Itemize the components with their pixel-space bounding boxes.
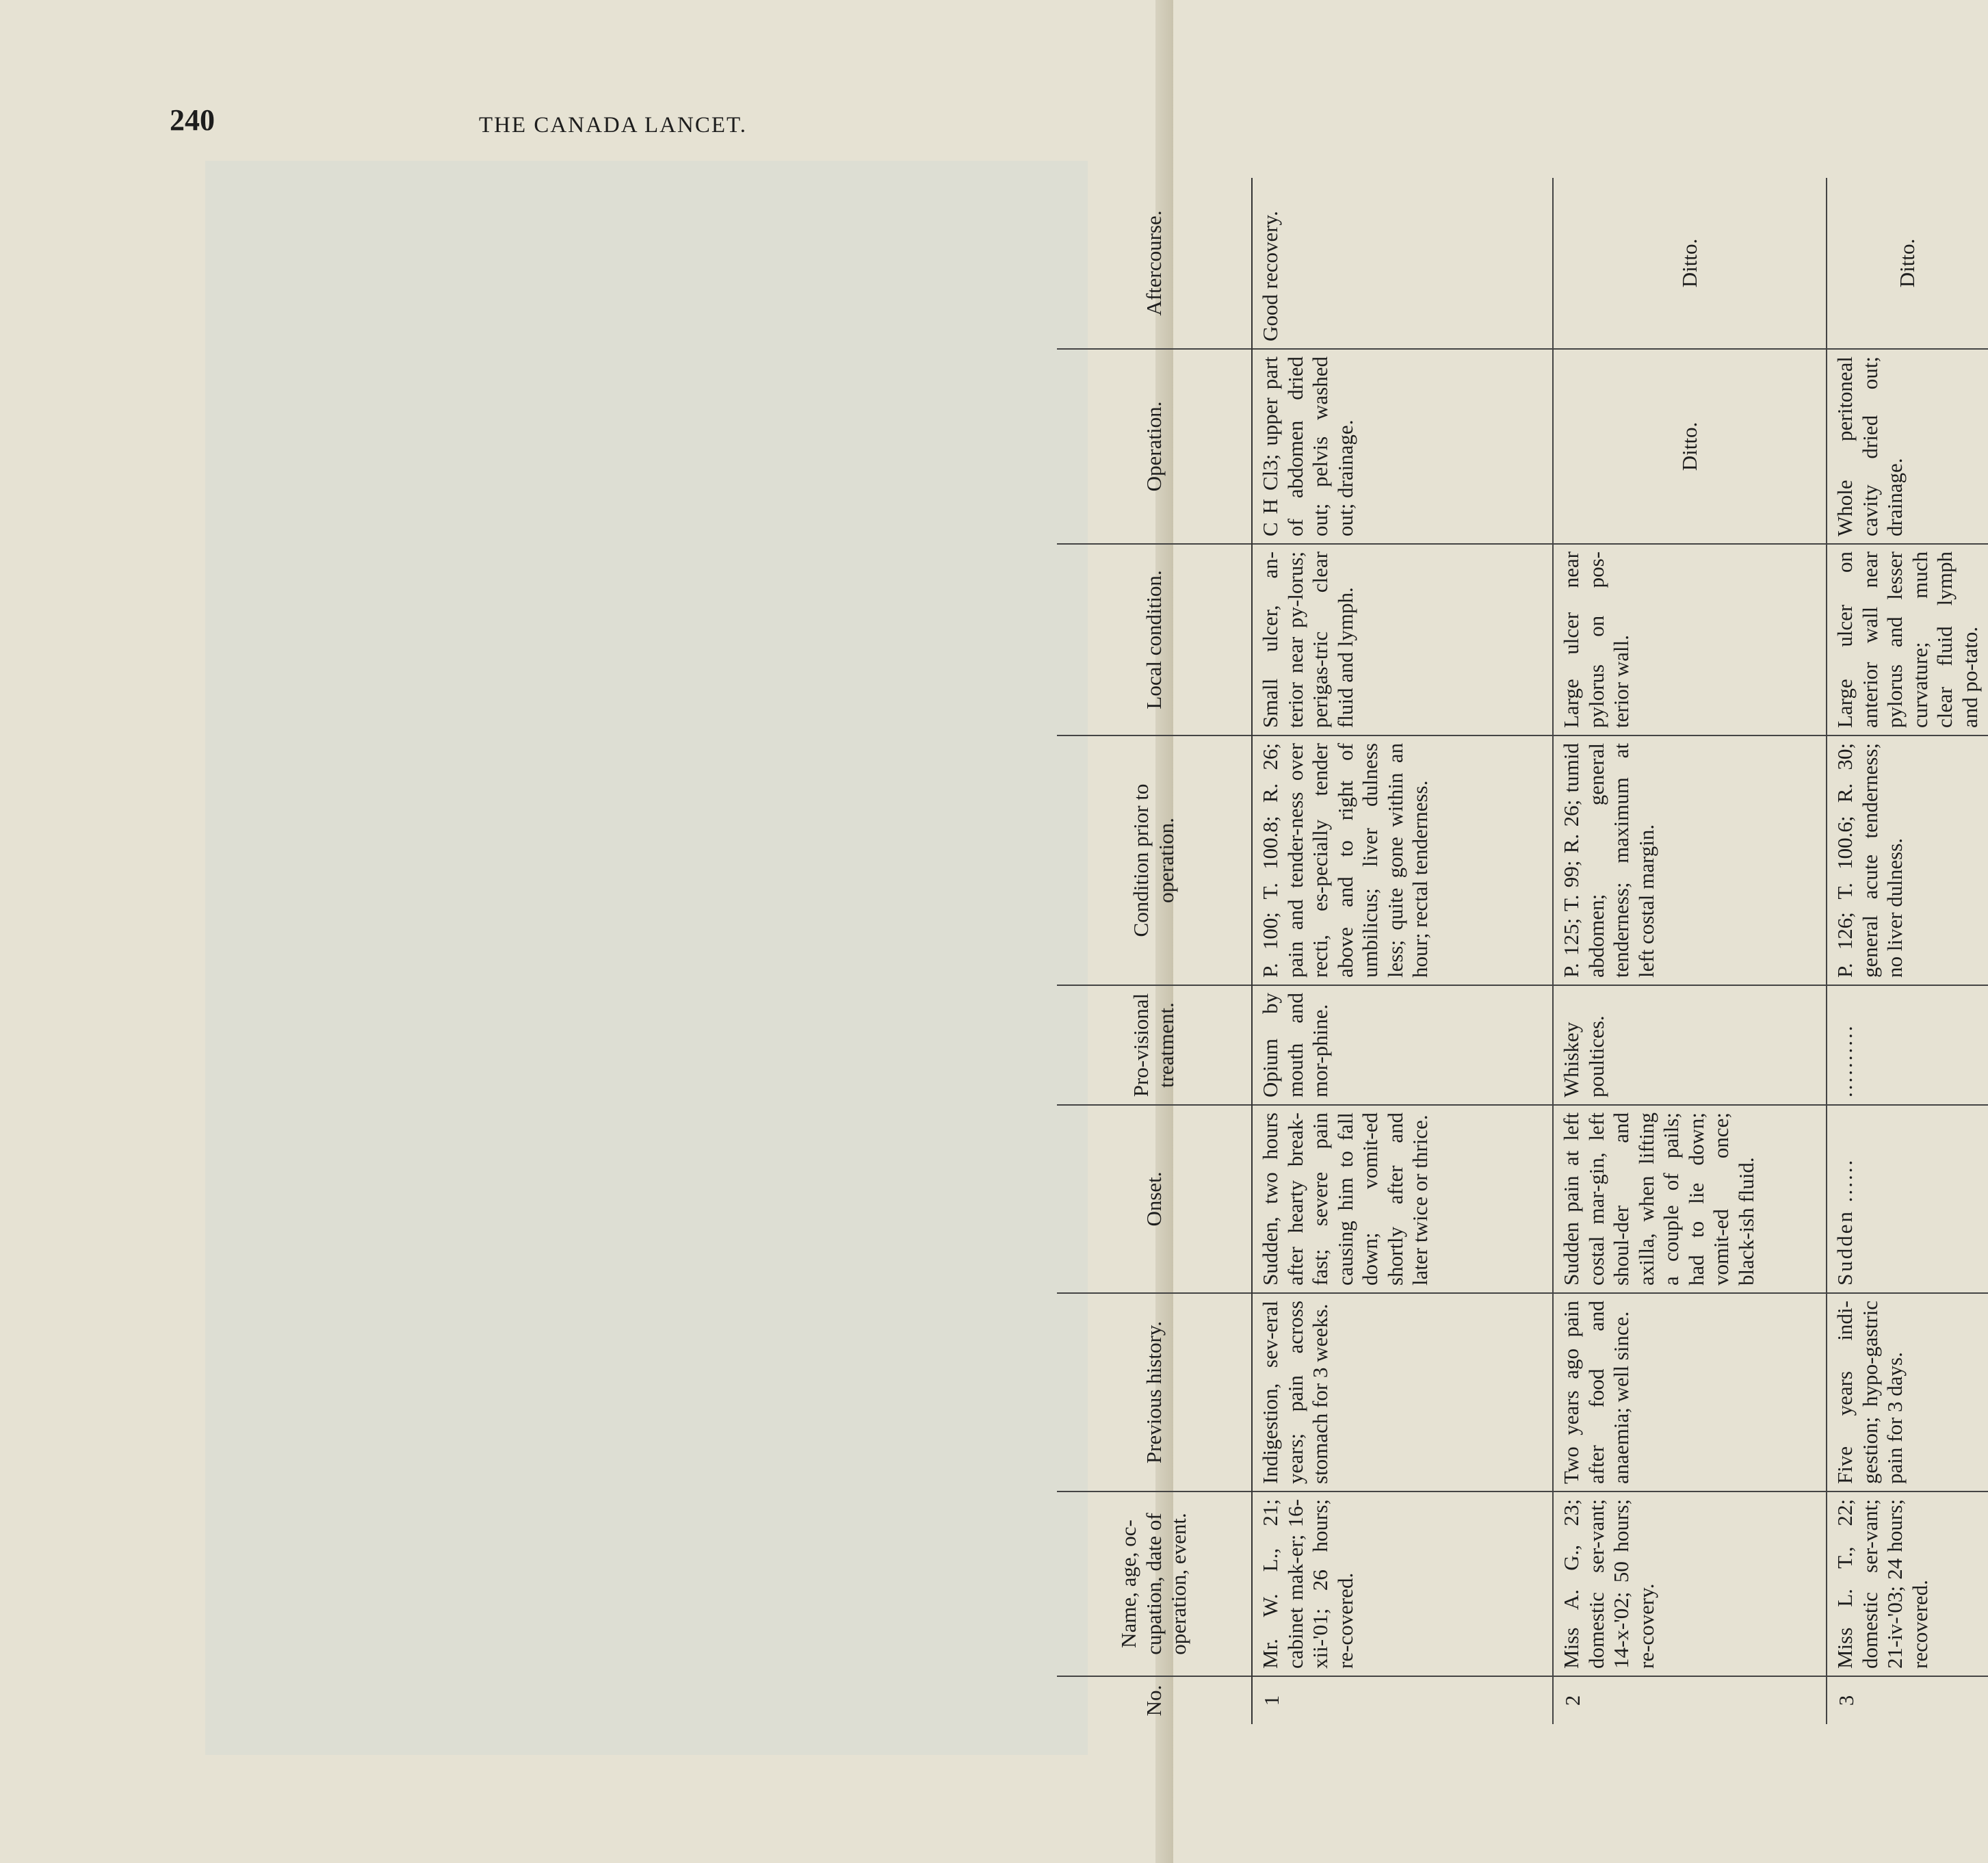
row-onset: Sudden pain at left costal mar-gin, left shoul-der and axilla, when lifting a couple of pails; had to lie down; vomit-ed once; black-ish fluid. <box>1553 1105 1827 1293</box>
row-condition: P. 126; T. 100.6; R. 30; general acute tenderness; no liver dulness. <box>1827 735 1988 985</box>
row-condition: P. 100; T. 100.8; R. 26; pain and tender-ness over recti, es-pecially tender above and to right of umbilicus; liver dulness less; quite gone within an hour; rectal tenderness. <box>1252 735 1553 985</box>
header-local: Local condition. <box>1057 544 1252 735</box>
table-shading <box>205 161 1088 1755</box>
header-no: No. <box>1057 1676 1252 1724</box>
case-table <box>1057 178 1988 1724</box>
table-row <box>1827 178 1988 1724</box>
row-history: Indigestion, sev-eral years; pain across stomach for 3 weeks. <box>1252 1293 1553 1491</box>
row-aftercourse: Ditto. <box>1553 178 1827 349</box>
row-provisional: Opium by mouth and mor-phine. <box>1252 985 1553 1105</box>
header-condition: Condition prior to operation. <box>1057 735 1252 985</box>
table-row <box>1553 178 1827 1724</box>
header-provisional: Pro-visional treatment. <box>1057 985 1252 1105</box>
row-operation: Ditto. <box>1553 349 1827 544</box>
page-number: 240 <box>170 103 215 137</box>
row-onset: Sudden ...... <box>1827 1105 1988 1293</box>
header-name: Name, age, oc-cupation, date of operation, event. <box>1057 1491 1252 1676</box>
row-local: Small ulcer, an-terior near py-lorus; perigas-tric clear fluid and lymph. <box>1252 544 1553 735</box>
header-history: Previous history. <box>1057 1293 1252 1491</box>
header-row <box>1057 178 1252 1724</box>
running-title: THE CANADA LANCET. <box>479 113 747 138</box>
row-operation: Whole peritoneal cavity dried out; drainage. <box>1827 349 1988 544</box>
row-local: Large ulcer on anterior wall near pylorus and lesser curvature; much clear fluid lymph and po-tato. <box>1827 544 1988 735</box>
row-number: 2 <box>1553 1676 1827 1724</box>
row-provisional: Whiskey poultices. <box>1553 985 1827 1105</box>
row-history: Five years indi-gestion; hypo-gastric pain for 3 days. <box>1827 1293 1988 1491</box>
row-number: 1 <box>1259 1695 1283 1706</box>
table-row <box>1252 178 1553 1724</box>
row-local: Large ulcer near pylorus on pos-terior wall. <box>1553 544 1827 735</box>
header-aftercourse: Aftercourse. <box>1057 178 1252 349</box>
row-history: Two years ago pain after food and anaemia; well since. <box>1553 1293 1827 1491</box>
row-aftercourse: Good recovery. <box>1252 178 1553 349</box>
row-aftercourse: Ditto. <box>1827 178 1988 349</box>
rotated-table-container <box>1057 178 1982 1724</box>
header-operation: Operation. <box>1057 349 1252 544</box>
row-condition: P. 125; T. 99; R. 26; tumid abdomen; general tenderness; maximum at left costal margin. <box>1553 735 1827 985</box>
row-provisional: .......... <box>1827 985 1988 1105</box>
row-operation: C H Cl3; upper part of abdomen dried out; pelvis washed out; drainage. <box>1252 349 1553 544</box>
row-name: Miss A. G., 23; domestic ser-vant; 14-x-'02; 50 hours; re-covery. <box>1553 1491 1827 1676</box>
header-onset: Onset. <box>1057 1105 1252 1293</box>
row-onset: Sudden, two hours after hearty break-fast; severe pain causing him to fall down; vomit-ed shortly after and later twice or thrice. <box>1252 1105 1553 1293</box>
row-name: Mr. W. L., 21; cabinet mak-er; 16-xii-'01; 26 hours; re-covered. <box>1252 1491 1553 1676</box>
row-name: Miss L. T., 22; domestic ser-vant; 21-iv-'03; 24 hours; recovered. <box>1827 1491 1988 1676</box>
row-number: 3 <box>1827 1676 1988 1724</box>
